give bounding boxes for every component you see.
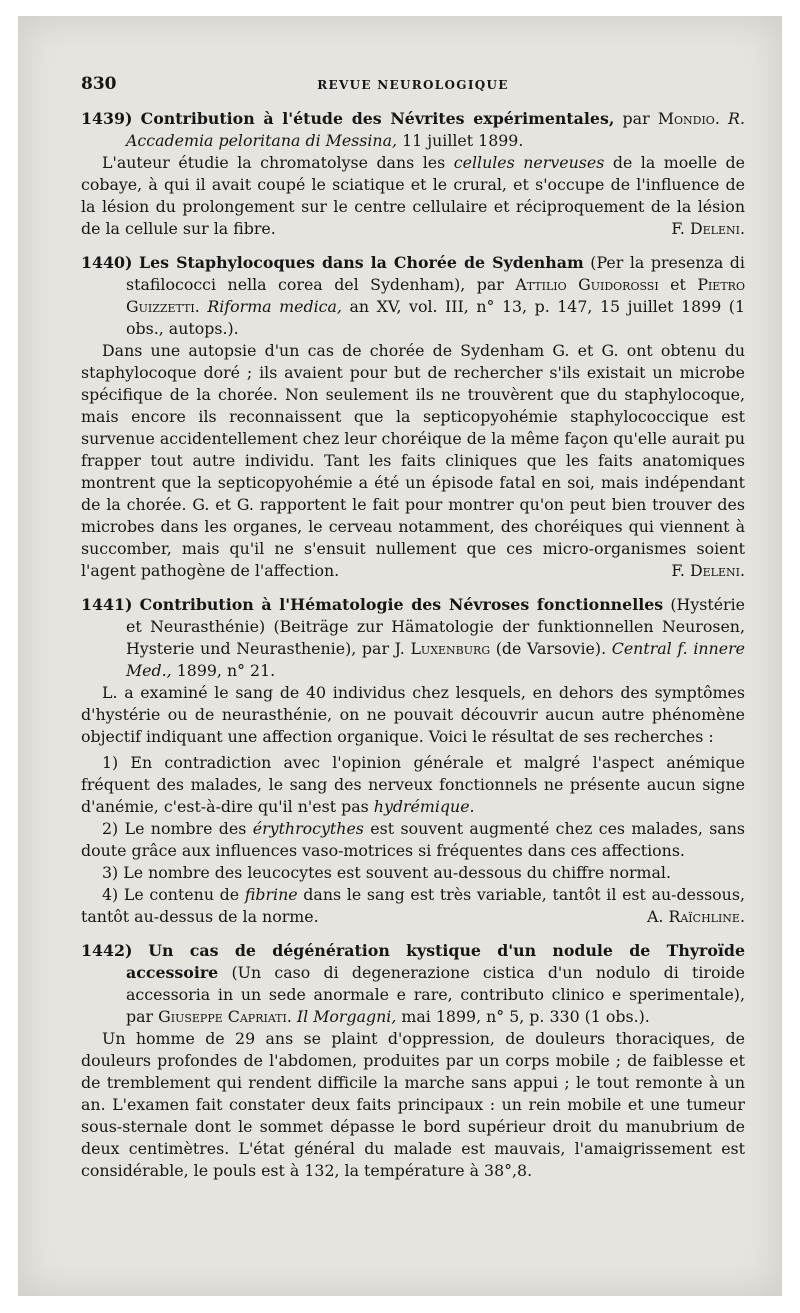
article-heading [81,252,745,340]
body-text: 2) Le nombre des [102,819,247,838]
article-date: 11 juillet 1899. [402,131,524,150]
body-text: 1) En contradiction avec l'opinion générale et malgré l'aspect anémique fréquent des malades, le sang des nerveux fonctionnels ne présente aucun signe d'anémie, c'est-à-dire qu'il n'est pas [81,753,745,816]
body-text: est souvent augmenté chez ces malades, sans doute grâce aux influences vaso-motrices si fréquentes dans ces affections. [81,819,746,860]
article-title: Les Staphylocoques dans la Chorée de Sydenham [139,253,584,272]
article-1440 [81,252,745,582]
article-author: Mondio. [657,109,720,128]
article-body: Un homme de 29 ans se plaint d'oppression, de douleurs thoraciques, de douleurs profondes de l'abdomen, produites par un corps mobile ; de faiblesse et de tremblement qui rendent difficile la marche sans appui ; le tout remonte à un an. L'examen fait constater deux faits principaux : un rein mobile et une tumeur sous-sternale dont le sommet dépasse le bord supérieur droit du manubrium de deux centimètres. L'état général du malade est mauvais, l'amaigrissement est considérable, le pouls est à 132, la température à 38°,8. [81,1029,745,1180]
article-details: mai 1899, n° 5, p. 330 (1 obs.). [401,1007,650,1026]
article-author: Giuseppe Capriati. [158,1007,292,1026]
scanned-page [18,16,782,1296]
article-subtitle: (Hystérie et Neurasthénie) (Beiträge zur Hämatologie der funktionnellen Neurosen, Hysterie und Neurasthenie), par J. [126,595,745,658]
article-1442 [81,940,745,1182]
article-number: 1441) [81,595,133,614]
signature: A. Raïchline. [647,907,745,926]
page-header [81,74,745,98]
result-item [81,752,745,818]
article-body: L. a examiné le sang de 40 individus chez lesquels, en dehors des symptômes d'hystérie ou de neurasthénie, on ne pouvait découvrir aucun autre phénomène objectif indiquant une affection organique. Voici le résultat de ses recherches : [81,683,745,746]
by-word: par [622,109,650,128]
article-title: Un cas de dégénération kystique d'un nodule de Thyroïde accessoire [126,941,746,982]
article-heading [81,594,745,682]
article-title: Contribution à l'étude des Névrites expérimentales, [140,109,615,128]
article-subtitle: (Un caso di degenerazione cistica d'un nodulo di tiroide accessoria in un sede anormale e rare, contributo clinico e sperimentale), par [126,963,745,1026]
article-title: Contribution à l'Hématologie des Névroses fonctionnelles [139,595,664,614]
article-body [81,152,745,240]
article-subtitle: (Per la presenza di stafilococci nella corea del Sydenham), par [126,253,745,294]
body-text: Dans une autopsie d'un cas de chorée de Sydenham G. et G. ont obtenu du staphylocoque doré ; ils avaient pour but de rechercher s'ils existait un microbe spécifique de la chorée. Non seulement ils ne trouvèrent que du staphylocoque, mais encore ils reconnaissent que la septicopyohémie staphylococcique est survenue accidentellement chez leur choréique de la même façon qu'elle aurait pu frapper tout autre individu. Tant les faits cliniques que les faits anatomiques montrent que la septicopyohémie a été un épisode fatal en soi, mais indépendant de la chorée. G. et G. rapportent le fait pour montrer qu'on peut bien trouver des microbes dans les organes, le cerveau notamment, des choréiques qui viennent à succomber, mais qu'il ne s'ensuit nullement que ces micro-organismes soient l'agent pathogène de l'affection. [81,341,745,580]
article-source: Il Morgagni, [296,1007,397,1026]
article-number: 1439) [81,109,133,128]
article-author: Attilio Guidorossi [515,275,659,294]
body-emphasis: hydrémique. [373,797,475,816]
body-emphasis: cellules nerveuses [453,153,605,172]
article-body [81,340,745,582]
running-title: REVUE NEUROLOGIQUE [317,78,509,92]
body-text: 4) Le contenu de [102,885,240,904]
article-1439 [81,108,745,240]
article-number: 1440) [81,253,133,272]
article-heading [81,940,745,1028]
result-item [81,818,745,862]
result-item [81,884,745,928]
article-source: Central f. innere Med., [126,639,745,680]
article-heading [81,108,745,152]
signature: F. Deleni. [671,561,745,580]
page-number: 830 [81,74,117,94]
article-1441 [81,594,745,928]
article-details: 1899, n° 21. [176,661,276,680]
result-item: 3) Le nombre des leucocytes est souvent au-dessous du chiffre normal. [102,863,671,882]
body-text: L'auteur étudie la chromatolyse dans les [102,153,446,172]
body-emphasis: érythrocythes [252,819,364,838]
body-emphasis: fibrine [244,885,298,904]
article-author: Luxenburg [410,639,491,658]
article-number: 1442) [81,941,133,960]
body-text: dans le sang est très variable, tantôt il est au-dessous, tantôt au-dessus de la norme. [81,885,745,926]
signature: F. Deleni. [671,219,745,238]
article-author: Pietro Guizzetti. [126,275,745,316]
page-content [81,108,745,1194]
author-place: (de Varsovie). [495,639,607,658]
body-text: de la moelle de cobaye, à qui il avait coupé le sciatique et le crural, et s'occupe de l'influence de la lésion du prolongement sur le centre cellulaire et réciproquement de la lésion de la cellule sur la fibre. [81,153,745,238]
article-source: Riforma medica, [207,297,342,316]
article-source: R. Accademia peloritana di Messina, [126,109,745,150]
article-details: an XV, vol. III, n° 13, p. 147, 15 juillet 1899 (1 obs., autops.). [126,297,745,338]
and-word: et [670,275,686,294]
